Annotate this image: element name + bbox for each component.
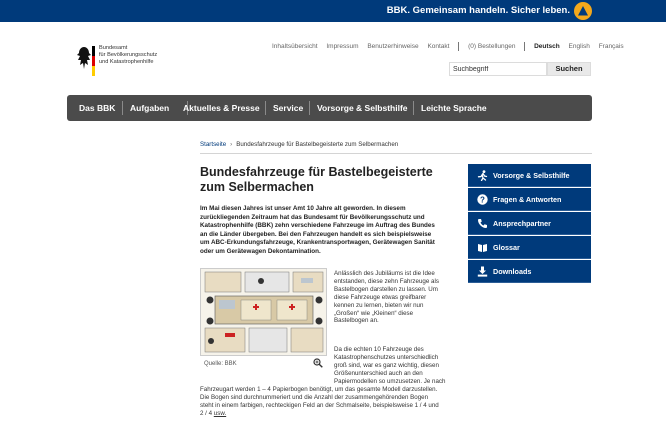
slogan: BBK. Gemeinsam handeln. Sicher leben. xyxy=(386,5,570,16)
sidebar-label: Glossar xyxy=(493,242,520,252)
paragraph-line: groß sind, war es ganz wichtig, diesen xyxy=(334,361,439,369)
main-nav xyxy=(67,95,592,121)
sidebar xyxy=(468,164,591,283)
logo-line-2: für Bevölkerungsschutz xyxy=(99,52,158,58)
article-figure xyxy=(200,268,327,368)
paragraph-line: diese Fahrzeuge etwas greifbarer xyxy=(334,293,427,301)
phone-icon xyxy=(477,218,488,229)
sidebar-label: Vorsorge & Selbsthilfe xyxy=(493,171,570,180)
link-inhaltsuebersicht[interactable]: Inhaltsübersicht xyxy=(272,43,318,51)
lead-line: an die Länder übergeben. Bei den Fahrzeugen handelt es sich beispielsweise xyxy=(200,230,432,238)
paragraph-line: Katastrophenschutzes unterschiedlich xyxy=(334,353,439,361)
paragraph-line: entstanden, diese zehn Fahrzeuge als xyxy=(334,277,439,285)
running-person-icon xyxy=(477,170,488,181)
sidebar-item-downloads[interactable] xyxy=(468,260,591,283)
sidebar-item-fragen-antworten[interactable] xyxy=(468,188,591,211)
paragraph-line: steht in einem farbigen, rechteckigen Feld an der Schmalseite, beispielsweise 1 / 4 und xyxy=(200,401,439,409)
paragraph-line: Größenunterschied auch an den xyxy=(334,369,423,377)
page-title: Bundesfahrzeuge für Bastelbegeisterte zum Selbermachen xyxy=(200,165,433,194)
german-flag-bar xyxy=(92,46,95,76)
search-button[interactable]: Suchen xyxy=(547,62,591,76)
paragraph-line: Da die echten 10 Fahrzeuge des xyxy=(334,346,424,353)
paragraph-line: kennen zu lernen, bieten wir nun xyxy=(334,301,424,309)
lead-line: Katastrophenhilfe (BBK) zehn verschiedene Fahrzeuge im Auftrag des Bundes xyxy=(200,222,435,230)
crafting-sheet-image[interactable] xyxy=(200,268,327,356)
nav-aktuelles-presse[interactable]: Aktuelles & Presse xyxy=(183,103,260,113)
zoom-icon[interactable] xyxy=(313,358,323,368)
language-english[interactable]: English xyxy=(568,43,590,51)
paragraph-line: Die Bogen sind durchnummeriert und die Anzahl der zusammengehörenden Bogen xyxy=(200,393,429,401)
question-icon xyxy=(477,194,488,205)
top-bar xyxy=(0,0,666,22)
book-icon xyxy=(477,242,488,253)
sidebar-label: Ansprechpartner xyxy=(493,218,551,228)
search-input[interactable] xyxy=(449,62,547,76)
paragraph-line: „Großen“ wie „Kleinen“ diese xyxy=(334,309,414,317)
breadcrumb-home[interactable]: Startseite xyxy=(200,141,227,148)
paragraph-line: Bastelbogen an. xyxy=(334,317,379,325)
download-icon xyxy=(477,266,488,277)
nav-divider xyxy=(413,101,414,115)
paragraph-line: Fahrzeugart werden 1 – 4 Papierbogen benötigt, um das gesamte Modell darzustellen. xyxy=(200,386,438,393)
usw-link[interactable]: usw. xyxy=(213,409,227,417)
sidebar-item-glossar[interactable] xyxy=(468,236,591,259)
paragraph-1 xyxy=(334,270,439,325)
sidebar-label: Downloads xyxy=(493,266,532,276)
link-benutzerhinweise[interactable]: Benutzerhinweise xyxy=(367,43,419,51)
paragraph-line: Papiermodellen so umzusetzen. Je nach xyxy=(334,377,446,385)
nav-aufgaben[interactable]: Aufgaben xyxy=(130,103,170,113)
sidebar-label: Fragen & Antworten xyxy=(493,194,562,204)
nav-service[interactable]: Service xyxy=(273,103,304,113)
link-kontakt[interactable]: Kontakt xyxy=(427,43,450,51)
paragraph-line: Bastelbogen darstellen zu lassen. Um xyxy=(334,285,438,293)
paragraph-3 xyxy=(200,386,439,418)
federal-eagle-icon xyxy=(77,43,91,77)
article-lead xyxy=(200,205,455,257)
sidebar-item-vorsorge[interactable] xyxy=(468,164,591,187)
separator xyxy=(524,42,525,51)
sidebar-item-ansprechpartner[interactable] xyxy=(468,212,591,235)
nav-divider xyxy=(265,101,266,115)
logo-line-1: Bundesamt xyxy=(99,45,128,51)
breadcrumb-current: Bundesfahrzeuge für Bastelbegeisterte zum Selbermachen xyxy=(236,141,399,148)
nav-leichte-sprache[interactable]: Leichte Sprache xyxy=(421,103,487,113)
lead-line: oder um Gerätewagen Dekontamination. xyxy=(200,247,321,255)
nav-divider xyxy=(122,101,123,115)
paragraph-line: 2 / 4 xyxy=(200,409,213,417)
breadcrumb-separator: › xyxy=(230,141,233,148)
link-impressum[interactable]: Impressum xyxy=(326,43,359,51)
service-nav xyxy=(272,42,631,51)
lead-line: Im Mai diesen Jahres ist unser Amt 10 Jahre alt geworden. In diesem xyxy=(200,205,406,212)
nav-divider xyxy=(309,101,310,115)
paragraph-2 xyxy=(334,346,445,386)
language-deutsch[interactable]: Deutsch xyxy=(534,43,560,51)
nav-vorsorge-selbsthilfe[interactable]: Vorsorge & Selbsthilfe xyxy=(317,103,408,113)
nav-das-bbk[interactable]: Das BBK xyxy=(79,103,116,113)
lead-line: zurückliegenden Zeitraum hat das Bundesamt für Bevölkerungsschutz und xyxy=(200,213,425,221)
separator xyxy=(458,42,459,51)
svg-text:?: ? xyxy=(480,195,485,205)
logo-line-3: und Katastrophenhilfe xyxy=(99,59,154,65)
paragraph-line: Anlässlich des Jubiläums ist die Idee xyxy=(334,270,435,277)
image-caption: Quelle: BBK xyxy=(204,361,237,367)
link-bestellungen[interactable]: (0) Bestellungen xyxy=(468,43,516,51)
breadcrumb xyxy=(200,141,398,148)
civil-protection-emblem-icon xyxy=(574,2,592,20)
divider-line xyxy=(200,153,592,154)
lead-line: um ABC-Erkundungsfahrzeuge, Krankentransportwagen, Gerätewagen Sanität xyxy=(200,239,435,247)
language-francais[interactable]: Français xyxy=(598,43,624,51)
